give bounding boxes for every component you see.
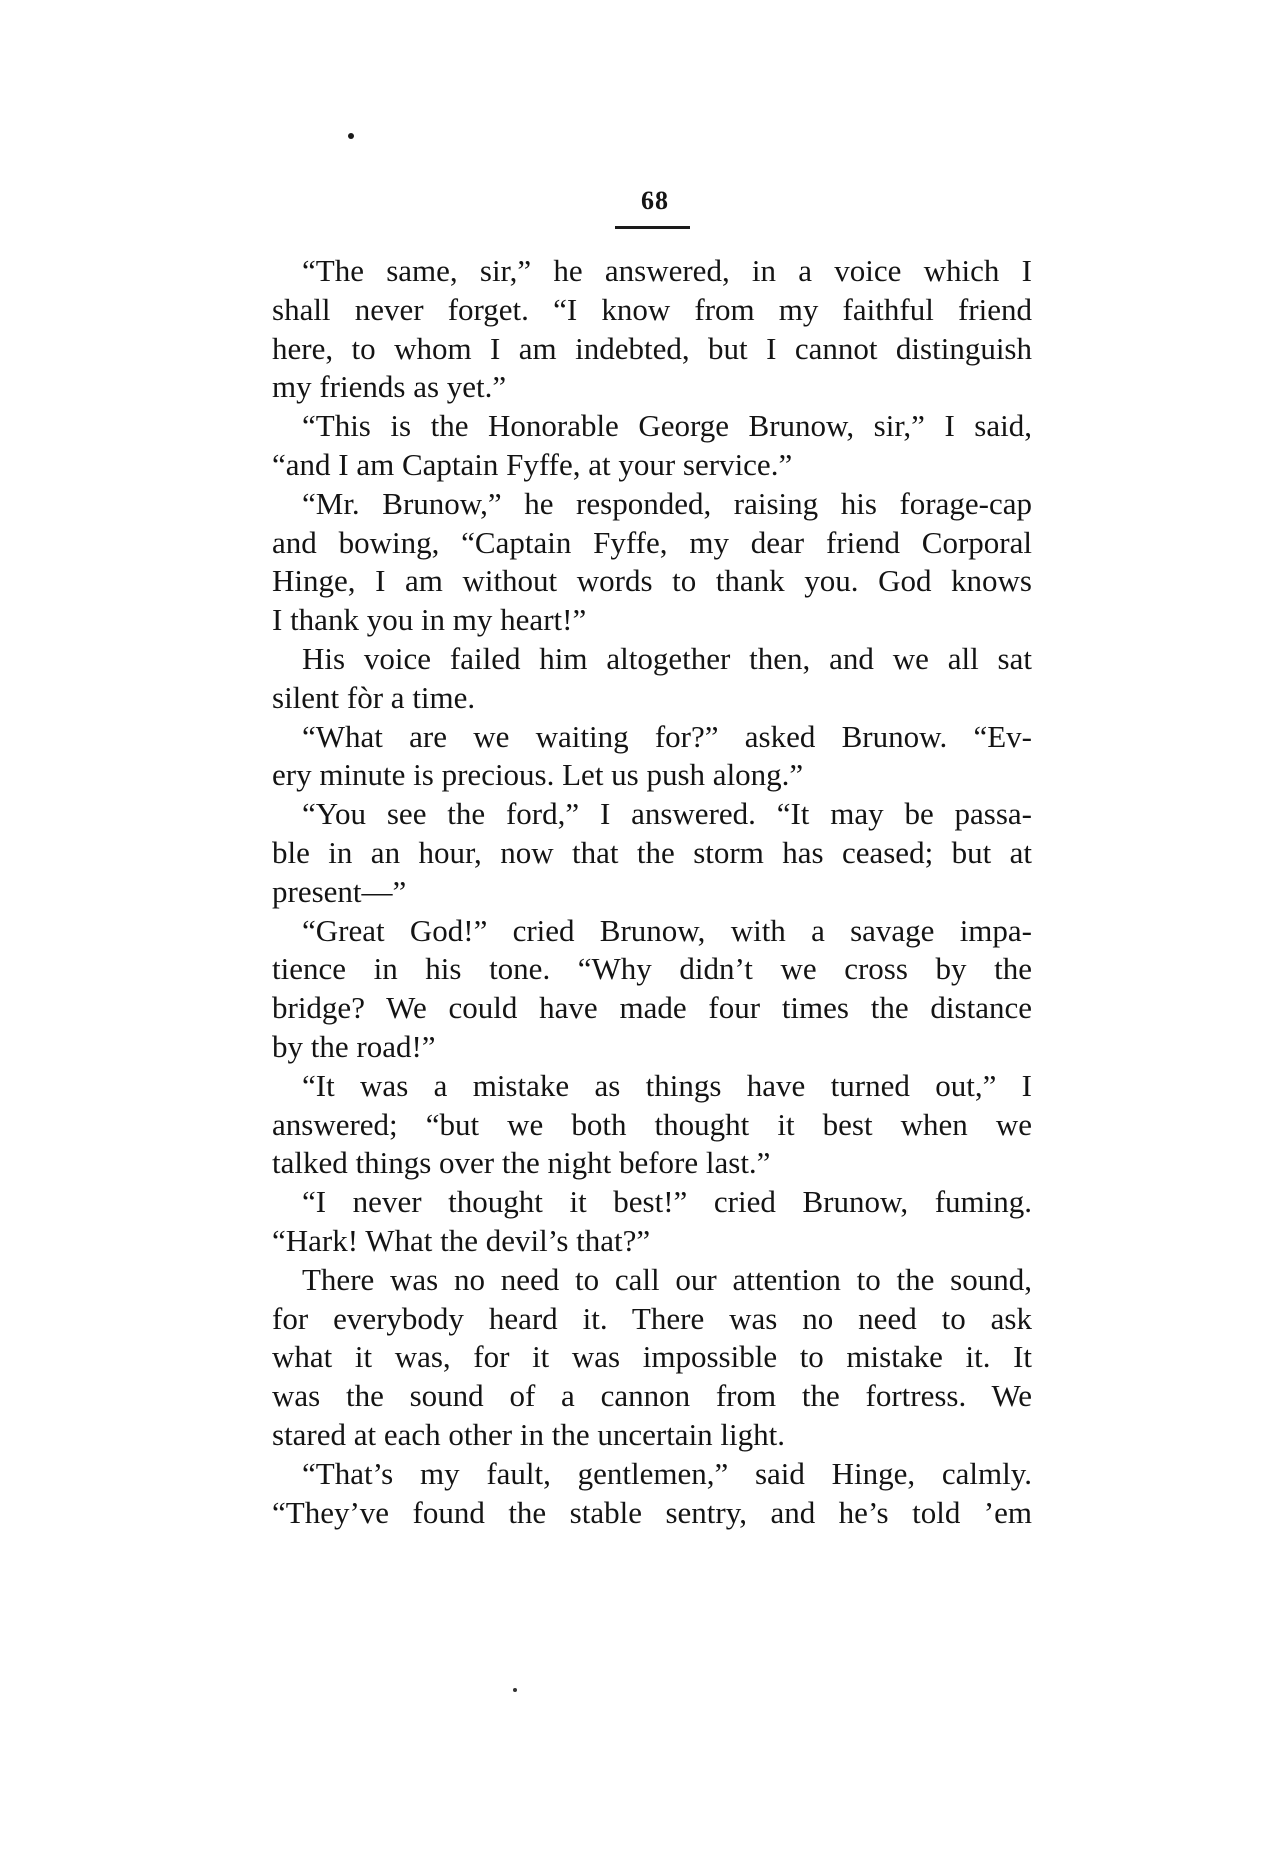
body-text	[272, 252, 1032, 1532]
text-line: “The same, sir,” he answered, in a voice which I	[302, 253, 1032, 288]
text-line: His voice failed him altogether then, and we all sat	[302, 640, 1032, 676]
text-line: by the road!”	[272, 1028, 436, 1064]
text-line: There was no need to call our attention to the sound,	[302, 1261, 1032, 1297]
text-line: “That’s my fault, gentlemen,” said Hinge, calmly.	[302, 1455, 1032, 1491]
text-line: silent fòr a time.	[272, 679, 476, 715]
text-line: answered; “but we both thought it best when we	[272, 1106, 1032, 1142]
text-line: “What are we waiting for?” asked Brunow. “Ev-	[302, 718, 1032, 754]
text-line: “Hark! What the devil’s that?”	[272, 1222, 651, 1258]
text-line: Hinge, I am without words to thank you. God knows	[272, 563, 1032, 599]
text-line: here, to whom I am indebted, but I cannot distinguish	[272, 330, 1032, 366]
text-line: “and I am Captain Fyffe, at your service.”	[272, 446, 793, 482]
text-line: ble in an hour, now that the storm has ceased; but at	[272, 834, 1032, 870]
page-number: 68	[641, 186, 669, 215]
text-line: “I never thought it best!” cried Brunow, fuming.	[302, 1184, 1032, 1220]
text-line: was the sound of a cannon from the fortress. We	[272, 1378, 1032, 1414]
text-line: present—”	[272, 873, 407, 909]
text-line: “You see the ford,” I answered. “It may be passa-	[302, 796, 1032, 832]
text-line: shall never forget. “I know from my faithful friend	[272, 291, 1032, 327]
text-line: “Mr. Brunow,” he responded, raising his forage-cap	[302, 485, 1032, 521]
text-line: my friends as yet.”	[272, 369, 507, 405]
text-line: “Great God!” cried Brunow, with a savage impa-	[302, 912, 1032, 948]
text-line: what it was, for it was impossible to mistake it. It	[272, 1339, 1032, 1375]
ink-speck	[348, 133, 354, 139]
text-line: “They’ve found the stable sentry, and he’s told ’em	[272, 1494, 1032, 1530]
text-line: and bowing, “Captain Fyffe, my dear friend Corporal	[272, 524, 1032, 560]
text-line: for everybody heard it. There was no need to ask	[272, 1300, 1032, 1336]
ink-speck	[513, 1688, 517, 1692]
text-line: “This is the Honorable George Brunow, sir,” I said,	[302, 408, 1032, 444]
text-line: “It was a mistake as things have turned out,” I	[302, 1067, 1032, 1103]
text-line: stared at each other in the uncertain light.	[272, 1416, 786, 1452]
text-line: I thank you in my heart!”	[272, 602, 587, 638]
text-line: tience in his tone. “Why didn’t we cross by the	[272, 951, 1032, 987]
text-line: ery minute is precious. Let us push along.”	[272, 757, 804, 793]
page-number-rule	[615, 226, 690, 229]
text-line: talked things over the night before last.”	[272, 1145, 771, 1181]
text-line: bridge? We could have made four times the distance	[272, 990, 1032, 1026]
